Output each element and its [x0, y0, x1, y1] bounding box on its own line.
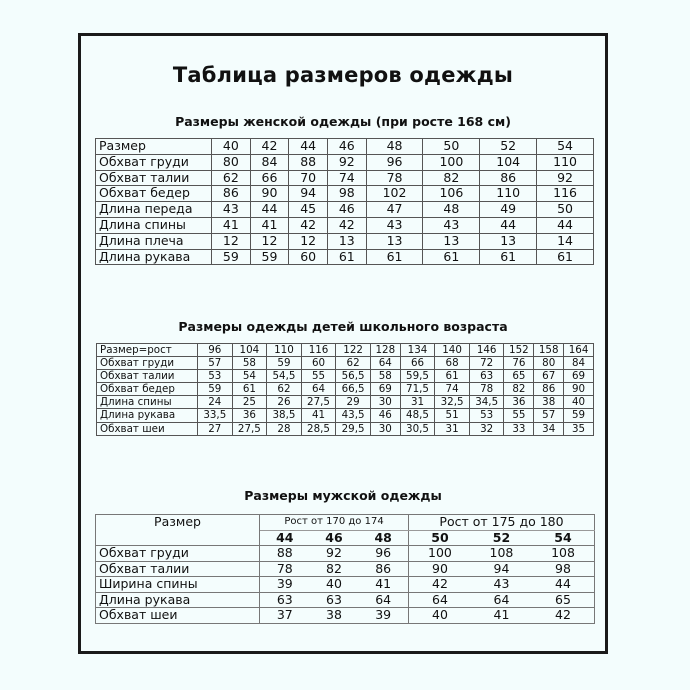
size-header: 54 — [532, 530, 594, 546]
table-cell: 58 — [370, 370, 400, 383]
table-cell: 42 — [289, 217, 328, 233]
table-cell: 44 — [480, 217, 537, 233]
table-cell: 34 — [534, 422, 564, 435]
table-cell: 59,5 — [400, 370, 435, 383]
header-label: Размер — [96, 515, 260, 546]
table-cell: 50 — [423, 139, 480, 155]
table-cell: 62 — [212, 170, 251, 186]
table-cell: 41 — [250, 217, 289, 233]
table-cell: 100 — [423, 154, 480, 170]
table-cell: 65 — [532, 592, 594, 608]
table-cell: 43 — [212, 202, 251, 218]
table-cell: 62 — [336, 357, 371, 370]
size-header: 48 — [358, 530, 408, 546]
row-label: Ширина спины — [96, 577, 260, 593]
row-label: Обхват талии — [97, 370, 198, 383]
table-cell: 31 — [400, 396, 435, 409]
table-cell: 92 — [310, 546, 359, 562]
table-cell: 134 — [400, 344, 435, 357]
size-header: 52 — [471, 530, 532, 546]
table-row — [97, 344, 594, 357]
table-cell: 63 — [260, 592, 310, 608]
table-row — [97, 422, 594, 435]
table-cell: 108 — [471, 546, 532, 562]
row-label: Длина рукава — [96, 592, 260, 608]
table-cell: 69 — [370, 383, 400, 396]
table-cell: 59 — [212, 249, 251, 265]
table-cell: 86 — [534, 383, 564, 396]
table-cell: 28,5 — [301, 422, 336, 435]
table-cell: 37 — [260, 608, 310, 624]
table-cell: 38 — [310, 608, 359, 624]
table-cell: 66,5 — [336, 383, 371, 396]
table-cell: 13 — [327, 233, 366, 249]
table-cell: 88 — [289, 154, 328, 170]
table-cell: 30,5 — [400, 422, 435, 435]
table-cell: 78 — [366, 170, 423, 186]
table-cell: 24 — [198, 396, 233, 409]
table-cell: 108 — [532, 546, 594, 562]
table-cell: 96 — [366, 154, 423, 170]
row-label: Обхват шеи — [97, 422, 198, 435]
table-cell: 56,5 — [336, 370, 371, 383]
table-cell: 128 — [370, 344, 400, 357]
size-header: 44 — [260, 530, 310, 546]
row-label: Обхват талии — [96, 170, 212, 186]
table-cell: 84 — [250, 154, 289, 170]
table-row — [97, 370, 594, 383]
table-cell: 104 — [480, 154, 537, 170]
table-cell: 61 — [435, 370, 470, 383]
table-cell: 13 — [366, 233, 423, 249]
table-cell: 78 — [469, 383, 504, 396]
table-row — [96, 608, 595, 624]
table-cell: 72 — [469, 357, 504, 370]
table-cell: 44 — [289, 139, 328, 155]
table-cell: 46 — [327, 139, 366, 155]
table-row — [96, 170, 594, 186]
table-cell: 29,5 — [336, 422, 371, 435]
table-row — [96, 154, 594, 170]
table-cell: 64 — [471, 592, 532, 608]
row-label: Длина рукава — [96, 249, 212, 265]
table-cell: 68 — [435, 357, 470, 370]
table-cell: 39 — [260, 577, 310, 593]
table-cell: 88 — [260, 546, 310, 562]
table-cell: 82 — [504, 383, 534, 396]
table-cell: 76 — [504, 357, 534, 370]
table-cell: 47 — [366, 202, 423, 218]
table-cell: 106 — [423, 186, 480, 202]
table-cell: 43,5 — [336, 409, 371, 422]
table-cell: 80 — [212, 154, 251, 170]
table-cell: 54 — [232, 370, 267, 383]
table-cell: 74 — [435, 383, 470, 396]
table-cell: 94 — [471, 561, 532, 577]
table-cell: 53 — [198, 370, 233, 383]
table-cell: 32 — [469, 422, 504, 435]
table-cell: 44 — [532, 577, 594, 593]
table-cell: 48 — [366, 139, 423, 155]
table-cell: 51 — [435, 409, 470, 422]
table-cell: 28 — [267, 422, 302, 435]
table-cell: 152 — [504, 344, 534, 357]
table-cell: 140 — [435, 344, 470, 357]
table-cell: 64 — [358, 592, 408, 608]
table-cell: 59 — [267, 357, 302, 370]
row-label: Обхват груди — [96, 546, 260, 562]
table-cell: 54,5 — [267, 370, 302, 383]
table-cell: 57 — [198, 357, 233, 370]
table-cell: 62 — [267, 383, 302, 396]
table-cell: 102 — [366, 186, 423, 202]
table-cell: 96 — [358, 546, 408, 562]
table-cell: 78 — [260, 561, 310, 577]
table-row — [96, 546, 595, 562]
table-cell: 65 — [504, 370, 534, 383]
table-row — [97, 383, 594, 396]
table-cell: 13 — [480, 233, 537, 249]
table-cell: 63 — [469, 370, 504, 383]
table-cell: 70 — [289, 170, 328, 186]
table-cell: 116 — [301, 344, 336, 357]
table-cell: 42 — [532, 608, 594, 624]
row-label: Обхват бедер — [97, 383, 198, 396]
table-cell: 116 — [537, 186, 594, 202]
women-size-table — [95, 138, 594, 265]
table-cell: 71,5 — [400, 383, 435, 396]
table-cell: 74 — [327, 170, 366, 186]
table-cell: 64 — [301, 383, 336, 396]
table-row — [97, 396, 594, 409]
table-cell: 84 — [564, 357, 594, 370]
table-cell: 158 — [534, 344, 564, 357]
table-cell: 41 — [471, 608, 532, 624]
page-title: Таблица размеров одежды — [172, 63, 514, 87]
size-header: 50 — [409, 530, 471, 546]
table-row — [96, 217, 594, 233]
table-row — [96, 233, 594, 249]
table-cell: 38 — [534, 396, 564, 409]
table-row — [96, 249, 594, 265]
table-cell: 59 — [198, 383, 233, 396]
table-cell: 13 — [423, 233, 480, 249]
table-row — [97, 409, 594, 422]
row-label: Длина рукава — [97, 409, 198, 422]
table-cell: 96 — [198, 344, 233, 357]
table-cell: 64 — [409, 592, 471, 608]
table-cell: 58 — [232, 357, 267, 370]
table-cell: 55 — [504, 409, 534, 422]
men-size-table — [95, 514, 595, 624]
table-cell: 38,5 — [267, 409, 302, 422]
table-row — [97, 357, 594, 370]
table-cell: 12 — [212, 233, 251, 249]
women-section-title: Размеры женской одежды (при росте 168 см) — [175, 114, 511, 129]
table-cell: 59 — [250, 249, 289, 265]
table-cell: 98 — [532, 561, 594, 577]
table-cell: 27,5 — [232, 422, 267, 435]
table-cell: 44 — [250, 202, 289, 218]
table-cell: 82 — [310, 561, 359, 577]
table-cell: 67 — [534, 370, 564, 383]
table-cell: 66 — [250, 170, 289, 186]
table-cell: 66 — [400, 357, 435, 370]
table-cell: 27,5 — [301, 396, 336, 409]
table-cell: 122 — [336, 344, 371, 357]
row-label: Размер — [96, 139, 212, 155]
table-row — [96, 186, 594, 202]
table-cell: 46 — [327, 202, 366, 218]
table-cell: 86 — [358, 561, 408, 577]
row-label: Длина спины — [96, 217, 212, 233]
table-cell: 49 — [480, 202, 537, 218]
table-cell: 61 — [366, 249, 423, 265]
table-cell: 164 — [564, 344, 594, 357]
table-cell: 86 — [212, 186, 251, 202]
table-cell: 59 — [564, 409, 594, 422]
row-label: Длина плеча — [96, 233, 212, 249]
table-cell: 60 — [301, 357, 336, 370]
row-label: Обхват талии — [96, 561, 260, 577]
table-cell: 40 — [564, 396, 594, 409]
table-cell: 92 — [537, 170, 594, 186]
table-cell: 55 — [301, 370, 336, 383]
table-cell: 90 — [409, 561, 471, 577]
table-cell: 43 — [471, 577, 532, 593]
row-label: Длина спины — [97, 396, 198, 409]
table-row — [96, 577, 595, 593]
table-cell: 39 — [358, 608, 408, 624]
table-cell: 82 — [423, 170, 480, 186]
table-cell: 61 — [480, 249, 537, 265]
table-cell: 40 — [409, 608, 471, 624]
table-cell: 29 — [336, 396, 371, 409]
table-cell: 69 — [564, 370, 594, 383]
table-cell: 33 — [504, 422, 534, 435]
table-cell: 54 — [537, 139, 594, 155]
table-row — [96, 202, 594, 218]
table-cell: 36 — [504, 396, 534, 409]
table-cell: 40 — [310, 577, 359, 593]
kids-section-title: Размеры одежды детей школьного возраста — [178, 319, 508, 334]
table-cell: 42 — [250, 139, 289, 155]
table-cell: 32,5 — [435, 396, 470, 409]
table-cell: 61 — [327, 249, 366, 265]
row-label: Размер=рост — [97, 344, 198, 357]
row-label: Обхват груди — [96, 154, 212, 170]
table-cell: 100 — [409, 546, 471, 562]
table-cell: 104 — [232, 344, 267, 357]
table-cell: 50 — [537, 202, 594, 218]
table-cell: 45 — [289, 202, 328, 218]
table-cell: 40 — [212, 139, 251, 155]
table-row — [96, 561, 595, 577]
table-cell: 90 — [564, 383, 594, 396]
table-cell: 25 — [232, 396, 267, 409]
table-header-row — [96, 515, 595, 531]
table-cell: 98 — [327, 186, 366, 202]
table-cell: 46 — [370, 409, 400, 422]
table-cell: 35 — [564, 422, 594, 435]
row-label: Обхват бедер — [96, 186, 212, 202]
table-cell: 41 — [212, 217, 251, 233]
table-cell: 64 — [370, 357, 400, 370]
table-cell: 110 — [267, 344, 302, 357]
table-cell: 30 — [370, 396, 400, 409]
table-cell: 63 — [310, 592, 359, 608]
table-cell: 61 — [537, 249, 594, 265]
table-cell: 53 — [469, 409, 504, 422]
table-cell: 41 — [358, 577, 408, 593]
row-label: Обхват шеи — [96, 608, 260, 624]
table-cell: 60 — [289, 249, 328, 265]
kids-size-table — [96, 343, 594, 436]
height-group-header: Рост от 175 до 180 — [409, 515, 595, 531]
size-header: 46 — [310, 530, 359, 546]
table-cell: 52 — [480, 139, 537, 155]
table-row — [96, 592, 595, 608]
table-cell: 12 — [289, 233, 328, 249]
table-cell: 33,5 — [198, 409, 233, 422]
table-cell: 44 — [537, 217, 594, 233]
row-label: Длина переда — [96, 202, 212, 218]
table-cell: 12 — [250, 233, 289, 249]
table-cell: 36 — [232, 409, 267, 422]
table-cell: 48 — [423, 202, 480, 218]
size-chart-frame — [78, 33, 608, 654]
table-cell: 90 — [250, 186, 289, 202]
table-cell: 86 — [480, 170, 537, 186]
table-cell: 80 — [534, 357, 564, 370]
table-cell: 110 — [537, 154, 594, 170]
table-cell: 42 — [327, 217, 366, 233]
table-cell: 61 — [423, 249, 480, 265]
table-cell: 57 — [534, 409, 564, 422]
table-row — [96, 139, 594, 155]
table-cell: 30 — [370, 422, 400, 435]
table-cell: 14 — [537, 233, 594, 249]
table-cell: 61 — [232, 383, 267, 396]
table-cell: 27 — [198, 422, 233, 435]
table-cell: 94 — [289, 186, 328, 202]
height-group-header: Рост от 170 до 174 — [260, 515, 409, 531]
table-cell: 43 — [366, 217, 423, 233]
row-label: Обхват груди — [97, 357, 198, 370]
table-cell: 42 — [409, 577, 471, 593]
men-section-title: Размеры мужской одежды — [244, 488, 442, 503]
table-cell: 31 — [435, 422, 470, 435]
table-cell: 92 — [327, 154, 366, 170]
table-cell: 26 — [267, 396, 302, 409]
table-cell: 34,5 — [469, 396, 504, 409]
table-cell: 146 — [469, 344, 504, 357]
table-cell: 48,5 — [400, 409, 435, 422]
table-cell: 43 — [423, 217, 480, 233]
table-cell: 41 — [301, 409, 336, 422]
table-cell: 110 — [480, 186, 537, 202]
